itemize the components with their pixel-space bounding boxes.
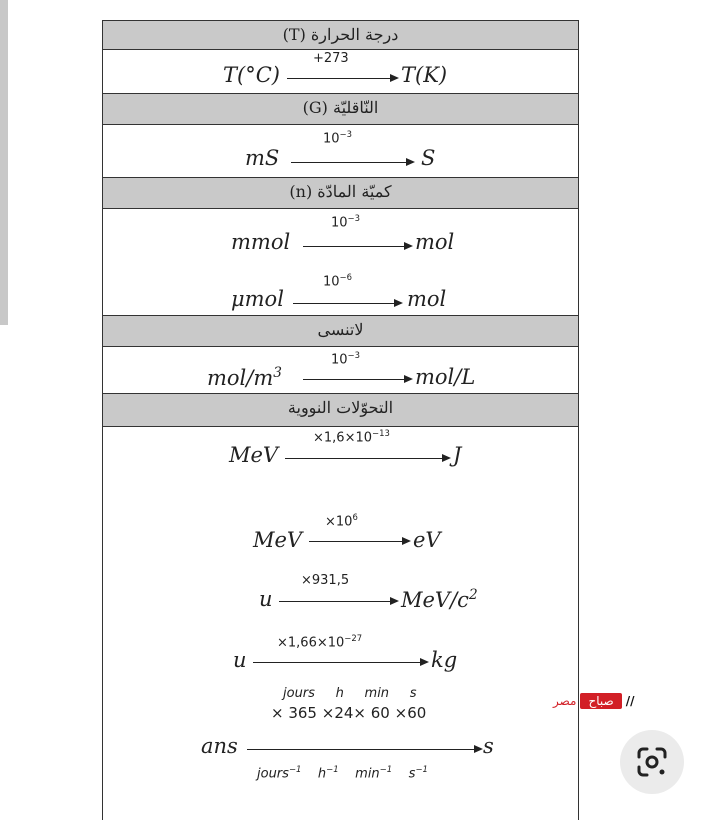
unit-from: MeV bbox=[253, 528, 303, 552]
unit-from: u bbox=[233, 648, 247, 672]
section-header-amount: كميّة المادّة (n) bbox=[103, 177, 578, 209]
google-lens-button[interactable] bbox=[620, 730, 684, 794]
unit-from: mol/$m^3$ bbox=[207, 365, 282, 390]
factor: $\times 1,66\times 10^{-27}$ bbox=[277, 633, 363, 651]
conversion-conductance bbox=[103, 126, 578, 176]
conversion-mev-joule bbox=[103, 428, 578, 490]
arrow bbox=[279, 601, 397, 602]
arrow bbox=[303, 246, 411, 247]
unit-labels: jours h min s bbox=[283, 686, 417, 701]
arrow bbox=[303, 379, 411, 380]
section-header-conductance: النّاقليّة (G) bbox=[103, 93, 578, 125]
section-header-reminder: لاتنسى bbox=[103, 315, 578, 347]
factor: $10^{-3}$ bbox=[323, 129, 352, 147]
factor: $10^{-3}$ bbox=[331, 213, 360, 231]
conversion-mev-ev bbox=[103, 490, 578, 555]
conversion-temperature bbox=[103, 51, 578, 93]
conversion-mmol bbox=[103, 210, 578, 270]
unit-from: ans bbox=[201, 734, 238, 758]
unit-from: MeV bbox=[229, 443, 279, 467]
factor: $\times 1,6\times 10^{-13}$ bbox=[313, 428, 390, 446]
unit-to: mol bbox=[407, 287, 447, 311]
arrow bbox=[253, 662, 427, 663]
conversion-umol bbox=[103, 270, 578, 315]
unit-to: s bbox=[483, 734, 494, 758]
factor: ×931,5 bbox=[301, 573, 350, 588]
factor: $10^{-6}$ bbox=[323, 272, 352, 290]
section-header-temperature: درجة الحرارة (T) bbox=[103, 20, 578, 50]
arrow bbox=[291, 162, 413, 163]
unit-from: T(°C) bbox=[223, 63, 280, 87]
unit-to: mol bbox=[415, 230, 455, 254]
conversion-u-kg bbox=[103, 625, 578, 685]
conversion-concentration bbox=[103, 348, 578, 393]
factor: $\times 10^6$ bbox=[325, 512, 358, 530]
arrow bbox=[309, 541, 409, 542]
unit-to: S bbox=[421, 146, 436, 170]
unit-from: mS bbox=[245, 146, 280, 170]
arrow bbox=[287, 78, 397, 79]
unit-to: kg bbox=[431, 648, 458, 672]
conversion-table bbox=[102, 20, 579, 820]
scroll-track bbox=[0, 0, 8, 325]
unit-to: J bbox=[453, 443, 462, 467]
arrow bbox=[285, 458, 449, 459]
conversion-inverse bbox=[103, 762, 578, 802]
conversion-years-seconds bbox=[103, 682, 578, 762]
unit-from: mmol bbox=[231, 230, 291, 254]
watermark-logo: مصر صباح // bbox=[553, 694, 635, 708]
factor-chain: × 365 ×24× 60 ×60 bbox=[271, 704, 427, 722]
arrow bbox=[247, 749, 481, 750]
unit-from: u bbox=[259, 587, 273, 611]
unit-to: mol/L bbox=[415, 365, 476, 389]
google-lens-icon bbox=[635, 745, 669, 779]
conversion-u-mev bbox=[103, 565, 578, 625]
unit-to: T(K) bbox=[401, 63, 448, 87]
unit-to: eV bbox=[413, 528, 441, 552]
arrow bbox=[293, 303, 401, 304]
unit-to: MeV/$c^2$ bbox=[401, 587, 478, 612]
factor: +273 bbox=[313, 51, 349, 66]
unit-from: μmol bbox=[231, 287, 284, 311]
inverse-unit-labels: jours$^{-1}$ $h^{-1}$ $\min^{-1}$ $s^{-1}$ bbox=[257, 764, 428, 782]
section-header-nuclear: التحوّلات النووية bbox=[103, 393, 578, 427]
factor: $10^{-3}$ bbox=[331, 350, 360, 368]
